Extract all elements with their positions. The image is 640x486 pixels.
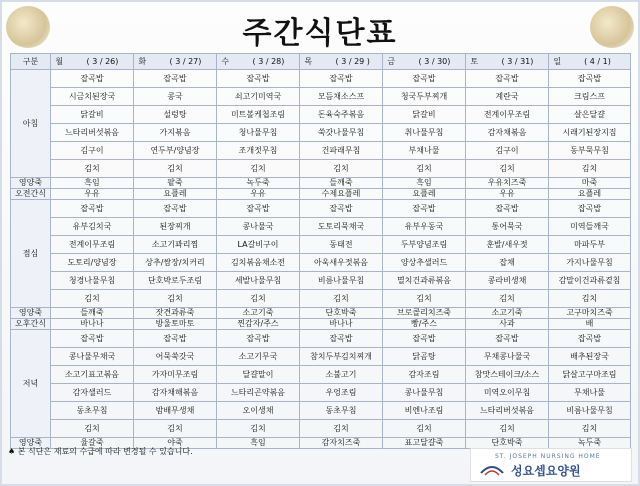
header-row: [11, 54, 631, 70]
menu-item: 무채콩나물국: [466, 348, 549, 366]
menu-item: 잡곡밥: [466, 200, 549, 218]
category-header: 구분: [11, 54, 51, 70]
menu-row: [11, 88, 631, 106]
menu-item: 취나물무침: [383, 124, 466, 142]
menu-row: [11, 106, 631, 124]
menu-row: [11, 178, 631, 189]
menu-item: 김구이: [466, 142, 549, 160]
menu-item: 콩라비생채: [466, 272, 549, 290]
menu-item: 잡곡밥: [217, 330, 300, 348]
menu-item: 청나물무침: [217, 124, 300, 142]
menu-item: 상추/쌈장/치커리: [134, 254, 217, 272]
menu-item: 시래기된장지짐: [549, 124, 631, 142]
menu-row: [11, 200, 631, 218]
menu-item: 건파래무침: [300, 142, 383, 160]
menu-item: 유부김치국: [51, 218, 134, 236]
day-date: ( 3 / 30): [418, 56, 451, 66]
menu-row: [11, 189, 631, 200]
menu-item: 비름나물무침: [300, 272, 383, 290]
meal-category-label: 점심: [11, 200, 51, 308]
menu-item: 김치: [217, 290, 300, 308]
menu-item: 잡곡밥: [134, 330, 217, 348]
menu-item: 연두부/양념장: [134, 142, 217, 160]
menu-item: 아욱새우젓볶음: [300, 254, 383, 272]
menu-item: LA갈비구이: [217, 236, 300, 254]
menu-item: 시금치된장국: [51, 88, 134, 106]
menu-item: 김치: [466, 290, 549, 308]
logo-korean-text: 성요셉요양원: [511, 464, 581, 478]
menu-item: 감자샐러드: [51, 384, 134, 402]
menu-item: 잡곡밥: [51, 200, 134, 218]
menu-item: 소고기무국: [217, 348, 300, 366]
menu-item: 녹두죽: [217, 178, 300, 189]
day-date: ( 4 / 1): [584, 56, 611, 66]
menu-item: 김치: [51, 160, 134, 178]
menu-item: 들깨죽: [300, 178, 383, 189]
menu-item: 김치: [300, 290, 383, 308]
menu-item: 찐감자/주스: [217, 319, 300, 330]
menu-item: 감자조림: [383, 366, 466, 384]
menu-item: 방울토마토: [134, 319, 217, 330]
page-title: 주간식단표: [242, 16, 398, 51]
day-name: 수: [221, 56, 230, 66]
menu-item: 느타리곤약볶음: [217, 384, 300, 402]
menu-item: 잡곡밥: [383, 70, 466, 88]
menu-item: 세발나물무침: [217, 272, 300, 290]
menu-row: [11, 290, 631, 308]
menu-item: 김치: [383, 160, 466, 178]
menu-row: [11, 70, 631, 88]
menu-item: 조개젓무침: [217, 142, 300, 160]
menu-item: 잡곡밥: [383, 200, 466, 218]
menu-item: 참치두부김치찌개: [300, 348, 383, 366]
menu-item: 어묵쑥갓국: [134, 348, 217, 366]
menu-item: 우유: [217, 189, 300, 200]
menu-item: 팥죽: [134, 178, 217, 189]
menu-item: 빵/주스: [383, 319, 466, 330]
menu-item: 잡곡밥: [549, 330, 631, 348]
day-header: [51, 54, 134, 70]
menu-row: [11, 384, 631, 402]
menu-item: 잡곡밥: [383, 330, 466, 348]
menu-item: 감자채볶음: [466, 124, 549, 142]
menu-item: 훈발/새우젓: [466, 236, 549, 254]
menu-item: 통어묵국: [466, 218, 549, 236]
menu-item: 된장찌개: [134, 218, 217, 236]
menu-item: 동초무침: [300, 402, 383, 420]
menu-item: 우유치즈죽: [466, 178, 549, 189]
menu-item: 도토리묵채국: [300, 218, 383, 236]
meal-category-label: 영양죽: [11, 308, 51, 319]
menu-item: 흑임: [51, 178, 134, 189]
menu-item: 비름나물무침: [549, 402, 631, 420]
menu-row: [11, 402, 631, 420]
menu-item: 양상추샐러드: [383, 254, 466, 272]
menu-item: 미역오이무침: [466, 384, 549, 402]
menu-item: 흑임: [383, 178, 466, 189]
menu-item: 잡곡밥: [549, 200, 631, 218]
meal-category-label: 영양죽: [11, 178, 51, 189]
menu-row: [11, 236, 631, 254]
menu-item: 표고달걀죽: [383, 438, 466, 449]
day-name: 일: [553, 56, 562, 66]
menu-item: 야죽: [134, 438, 217, 449]
menu-item: 소고기표고볶음: [51, 366, 134, 384]
menu-item: 김치: [383, 420, 466, 438]
menu-item: 오이생채: [217, 402, 300, 420]
menu-item: 김치: [51, 290, 134, 308]
menu-item: 우유: [466, 189, 549, 200]
menu-item: 두부양념조림: [383, 236, 466, 254]
menu-row: [11, 218, 631, 236]
menu-item: 김치: [134, 420, 217, 438]
menu-item: 잡채: [466, 254, 549, 272]
menu-item: 김구이: [51, 142, 134, 160]
menu-item: 바나나: [51, 319, 134, 330]
menu-row: [11, 142, 631, 160]
menu-item: 소고기죽: [466, 308, 549, 319]
menu-item: 동부묵무침: [549, 142, 631, 160]
day-name: 토: [470, 56, 479, 66]
logo-mark-icon: [479, 459, 505, 477]
menu-item: 가지나물무침: [549, 254, 631, 272]
day-name: 월: [55, 56, 64, 66]
menu-item: 우엉조림: [300, 384, 383, 402]
menu-item: 김치: [549, 290, 631, 308]
menu-item: 잣견과류죽: [134, 308, 217, 319]
menu-item: 김치: [134, 290, 217, 308]
menu-item: 녹두죽: [549, 438, 631, 449]
day-date: ( 3 / 26): [86, 56, 119, 66]
menu-item: 살은달걀: [549, 106, 631, 124]
menu-item: 느타리버섯볶음: [466, 402, 549, 420]
meal-category-label: 오전간식: [11, 189, 51, 200]
menu-item: 잡곡밥: [300, 330, 383, 348]
menu-row: [11, 420, 631, 438]
menu-item: 달걀말이: [217, 366, 300, 384]
menu-item: 전계이무조림: [466, 106, 549, 124]
menu-item: 마죽: [549, 178, 631, 189]
menu-item: 쑥갓나물무침: [300, 124, 383, 142]
menu-item: 김치: [549, 160, 631, 178]
menu-item: 유부우동국: [383, 218, 466, 236]
menu-item: 설렁탕: [134, 106, 217, 124]
weekly-menu-table: [10, 53, 631, 449]
menu-item: 계란국: [466, 88, 549, 106]
menu-row: [11, 348, 631, 366]
menu-item: 크림스프: [549, 88, 631, 106]
menu-item: 감자채해볶음: [134, 384, 217, 402]
menu-item: 미트볼케첩조림: [217, 106, 300, 124]
meal-category-label: 오후간식: [11, 319, 51, 330]
menu-item: 김치: [51, 420, 134, 438]
menu-item: 부채나물: [383, 142, 466, 160]
menu-item: 닭곰탕: [383, 348, 466, 366]
menu-item: 감자치즈죽: [300, 438, 383, 449]
menu-item: 느타리버섯볶음: [51, 124, 134, 142]
menu-row: [11, 308, 631, 319]
menu-item: 청경나물무침: [51, 272, 134, 290]
menu-item: 배추된장국: [549, 348, 631, 366]
menu-item: 감말이건과류곁침: [549, 272, 631, 290]
menu-row: [11, 330, 631, 348]
day-date: ( 3 / 28): [252, 56, 285, 66]
menu-item: 김치볶음채소전: [217, 254, 300, 272]
menu-item: 들깨죽: [51, 308, 134, 319]
menu-item: 닭살고구마조림: [549, 366, 631, 384]
menu-row: [11, 160, 631, 178]
day-header: [466, 54, 549, 70]
menu-row: [11, 124, 631, 142]
menu-item: 우유: [51, 189, 134, 200]
menu-item: 콩나물무채국: [51, 348, 134, 366]
menu-item: 김치: [383, 290, 466, 308]
menu-row: [11, 366, 631, 384]
day-header: [300, 54, 383, 70]
menu-item: 흑임: [217, 438, 300, 449]
menu-item: 잡곡밥: [466, 70, 549, 88]
menu-item: 단호박로두조림: [134, 272, 217, 290]
day-date: ( 3 / 31): [501, 56, 534, 66]
menu-item: 잡곡밥: [217, 200, 300, 218]
menu-item: 가지볶음: [134, 124, 217, 142]
day-date: ( 3 / 29 ): [335, 56, 370, 66]
menu-item: 소불고기: [300, 366, 383, 384]
menu-row: [11, 319, 631, 330]
footnote: ♠ 본 식단은 재료의 수급에 따라 변경될 수 있습니다.: [8, 447, 193, 456]
menu-item: 콩나물국: [217, 218, 300, 236]
menu-item: 잡곡밥: [549, 70, 631, 88]
menu-item: 동초무침: [51, 402, 134, 420]
meal-category-label: 아침: [11, 70, 51, 178]
menu-item: 모듬채소스프: [300, 88, 383, 106]
menu-item: 브로콜리치즈죽: [383, 308, 466, 319]
menu-row: [11, 272, 631, 290]
menu-item: 수제요플레: [300, 189, 383, 200]
menu-item: 밤배무생채: [134, 402, 217, 420]
menu-item: 마파두부: [549, 236, 631, 254]
menu-item: 청국두부찌개: [383, 88, 466, 106]
menu-item: 김치: [466, 160, 549, 178]
menu-item: 요플레: [549, 189, 631, 200]
menu-item: 요플레: [383, 189, 466, 200]
logo-english-text: ST. JOSEPH NURSING HOME: [495, 453, 601, 460]
day-date: ( 3 / 27): [169, 56, 202, 66]
menu-item: 김치: [300, 420, 383, 438]
menu-item: 김치: [217, 160, 300, 178]
nursing-home-logo: [470, 448, 632, 482]
day-name: 화: [138, 56, 147, 66]
menu-item: 잡곡밥: [134, 200, 217, 218]
menu-item: 고구마치즈죽: [549, 308, 631, 319]
menu-item: 김치: [466, 420, 549, 438]
menu-item: 김치: [300, 160, 383, 178]
menu-item: 단호박죽: [466, 438, 549, 449]
menu-item: 김치: [134, 160, 217, 178]
day-header: [383, 54, 466, 70]
menu-item: 사과: [466, 319, 549, 330]
menu-item: 잡곡밥: [134, 70, 217, 88]
menu-item: 도토리/양념장: [51, 254, 134, 272]
day-header: [549, 54, 631, 70]
menu-item: 잡곡밥: [217, 70, 300, 88]
menu-item: 무채나물: [549, 384, 631, 402]
menu-item: 잡곡밥: [51, 70, 134, 88]
day-name: 목: [304, 56, 313, 66]
menu-item: 잡곡밥: [300, 70, 383, 88]
menu-item: 잡곡밥: [466, 330, 549, 348]
menu-item: 참맛스테이크/소스: [466, 366, 549, 384]
menu-item: 배: [549, 319, 631, 330]
day-header: [134, 54, 217, 70]
menu-item: 단호박죽: [300, 308, 383, 319]
menu-item: 콩국: [134, 88, 217, 106]
menu-item: 김치: [217, 420, 300, 438]
menu-item: 닭갈비: [51, 106, 134, 124]
menu-item: 닭갈비: [383, 106, 466, 124]
menu-item: 잡곡밥: [51, 330, 134, 348]
menu-item: 비엔나조림: [383, 402, 466, 420]
menu-item: 콩나물무침: [383, 384, 466, 402]
menu-item: 쇠고기미역국: [217, 88, 300, 106]
menu-item: 미역들깨국: [549, 218, 631, 236]
menu-item: 동태전: [300, 236, 383, 254]
menu-item: 소고기죽: [217, 308, 300, 319]
menu-item: 소고기꽈리찜: [134, 236, 217, 254]
menu-item: 전계이무조림: [51, 236, 134, 254]
menu-item: 율갈죽: [51, 438, 134, 449]
day-header: [217, 54, 300, 70]
menu-row: [11, 254, 631, 272]
menu-item: 김치: [549, 420, 631, 438]
menu-item: 돈육숙주볶음: [300, 106, 383, 124]
menu-item: 바나나: [300, 319, 383, 330]
meal-category-label: 저녁: [11, 330, 51, 438]
day-name: 금: [387, 56, 396, 66]
menu-item: 멸치건과류볶음: [383, 272, 466, 290]
menu-item: 요플레: [134, 189, 217, 200]
meal-category-label: 영양죽: [11, 438, 51, 449]
menu-item: 가자미무조림: [134, 366, 217, 384]
menu-item: 잡곡밥: [300, 200, 383, 218]
